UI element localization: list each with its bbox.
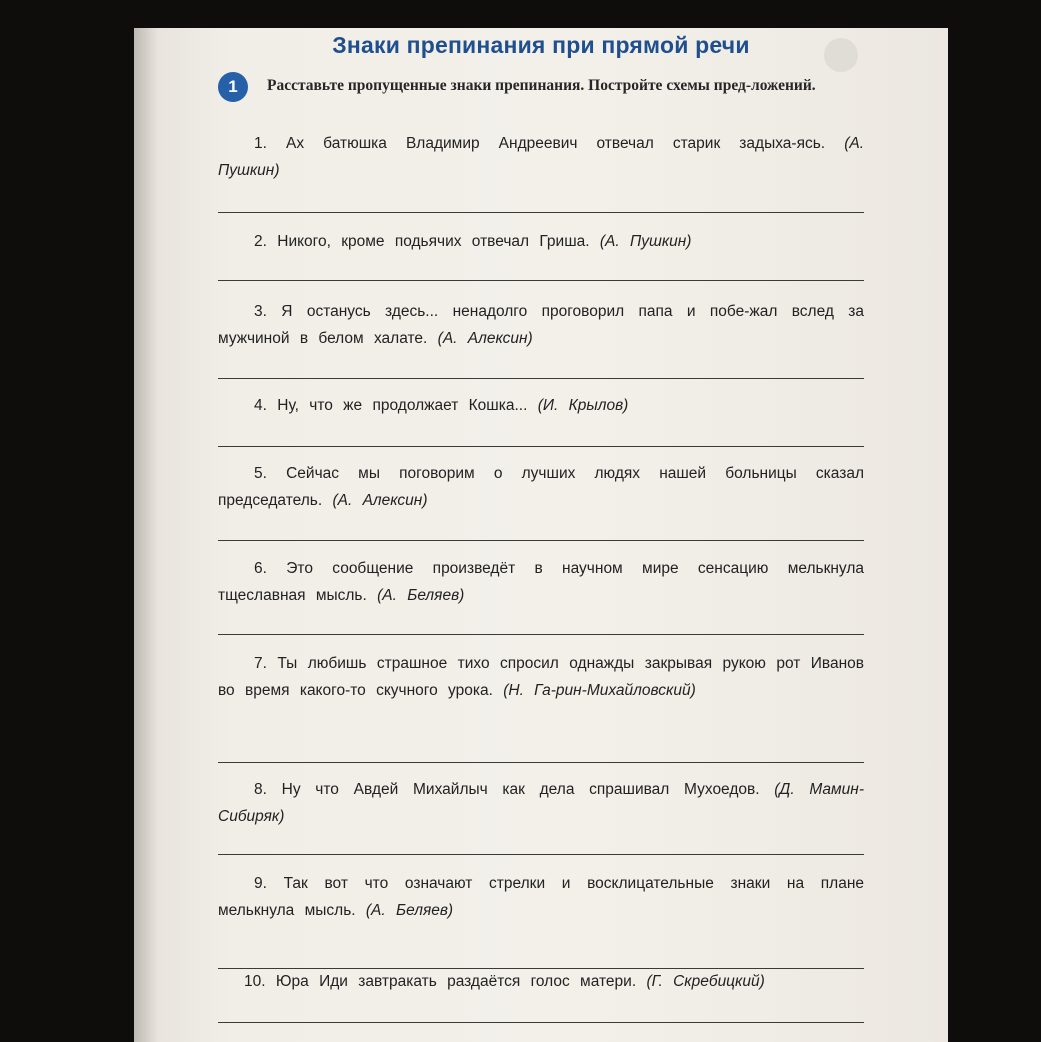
item-number: 5.: [254, 465, 267, 482]
item-number: 9.: [254, 875, 267, 892]
item-number: 4.: [254, 397, 267, 414]
item-source: (И. Крылов): [537, 397, 629, 414]
item-text: Ну что Авдей Михайлыч как дела спрашивал Мухоедов.: [281, 781, 760, 798]
answer-line-3[interactable]: [218, 378, 864, 379]
item-source: (А. Беляев): [377, 587, 465, 604]
sentence-item-4: [218, 392, 864, 419]
answer-line-8[interactable]: [218, 854, 864, 855]
item-source: (Д. Мамин-Сибиряк): [218, 781, 864, 825]
item-source: (Н. Га-рин-Михайловский): [503, 682, 696, 699]
answer-line-1[interactable]: [218, 212, 864, 213]
item-source: (А. Пушкин): [599, 233, 692, 250]
sentence-item-2: [218, 228, 864, 255]
item-text: Это сообщение произведёт в научном мире сенсацию мелькнула тщеславная мысль.: [218, 560, 864, 604]
answer-line-4[interactable]: [218, 446, 864, 447]
item-source: (А. Беляев): [365, 902, 454, 919]
page-fold-shadow: [134, 28, 158, 1042]
item-number: 8.: [254, 781, 267, 798]
item-source: (А. Алексин): [332, 492, 428, 509]
answer-line-10[interactable]: [218, 1022, 864, 1023]
sentence-item-9: [218, 870, 864, 924]
page-title: Знаки препинания при прямой речи: [332, 32, 750, 58]
item-text: Я останусь здесь... ненадолго проговорил папа и побе-жал вслед за мужчиной в белом халате.: [218, 303, 864, 347]
sentence-item-8: [218, 776, 864, 830]
item-number: 1.: [254, 135, 267, 152]
item-number: 3.: [254, 303, 267, 320]
sentence-item-5: [218, 460, 864, 514]
item-source: (А. Пушкин): [218, 135, 864, 179]
answer-line-5[interactable]: [218, 540, 864, 541]
item-source: (А. Алексин): [437, 330, 533, 347]
workbook-page: [134, 28, 948, 1042]
answer-line-6[interactable]: [218, 634, 864, 635]
item-number: 7.: [254, 655, 267, 672]
sentence-item-7: [218, 650, 864, 704]
item-number: 10.: [244, 973, 266, 990]
item-text: Ах батюшка Владимир Андреевич отвечал старик задыха-ясь.: [286, 135, 826, 152]
item-source: (Г. Скребицкий): [646, 973, 765, 990]
item-text: Сейчас мы поговорим о лучших людях нашей больницы сказал председатель.: [218, 465, 865, 509]
item-text: Ну, что же продолжает Кошка...: [277, 397, 528, 414]
sentence-item-6: [218, 555, 864, 609]
item-number: 2.: [254, 233, 267, 250]
item-text: Ты любишь страшное тихо спросил однажды закрывая рукою рот Иванов во время какого-то скучного урока.: [218, 655, 864, 699]
item-text: Никого, кроме подьячих отвечал Гриша.: [277, 233, 590, 250]
answer-line-2[interactable]: [218, 280, 864, 281]
exercise-number-badge: 1: [218, 72, 248, 102]
sentence-item-10: [218, 968, 864, 995]
item-number: 6.: [254, 560, 267, 577]
item-text: Юра Иди завтракать раздаётся голос матери.: [275, 973, 637, 990]
answer-line-7[interactable]: [218, 762, 864, 763]
exercise-instruction: Расставьте пропущенные знаки препинания. Постройте схемы пред-ложений.: [267, 77, 816, 94]
sentence-item-1: [218, 130, 864, 184]
sentence-item-3: [218, 298, 864, 352]
item-text: Так вот что означают стрелки и восклицательные знаки на плане мелькнула мысль.: [218, 875, 864, 919]
